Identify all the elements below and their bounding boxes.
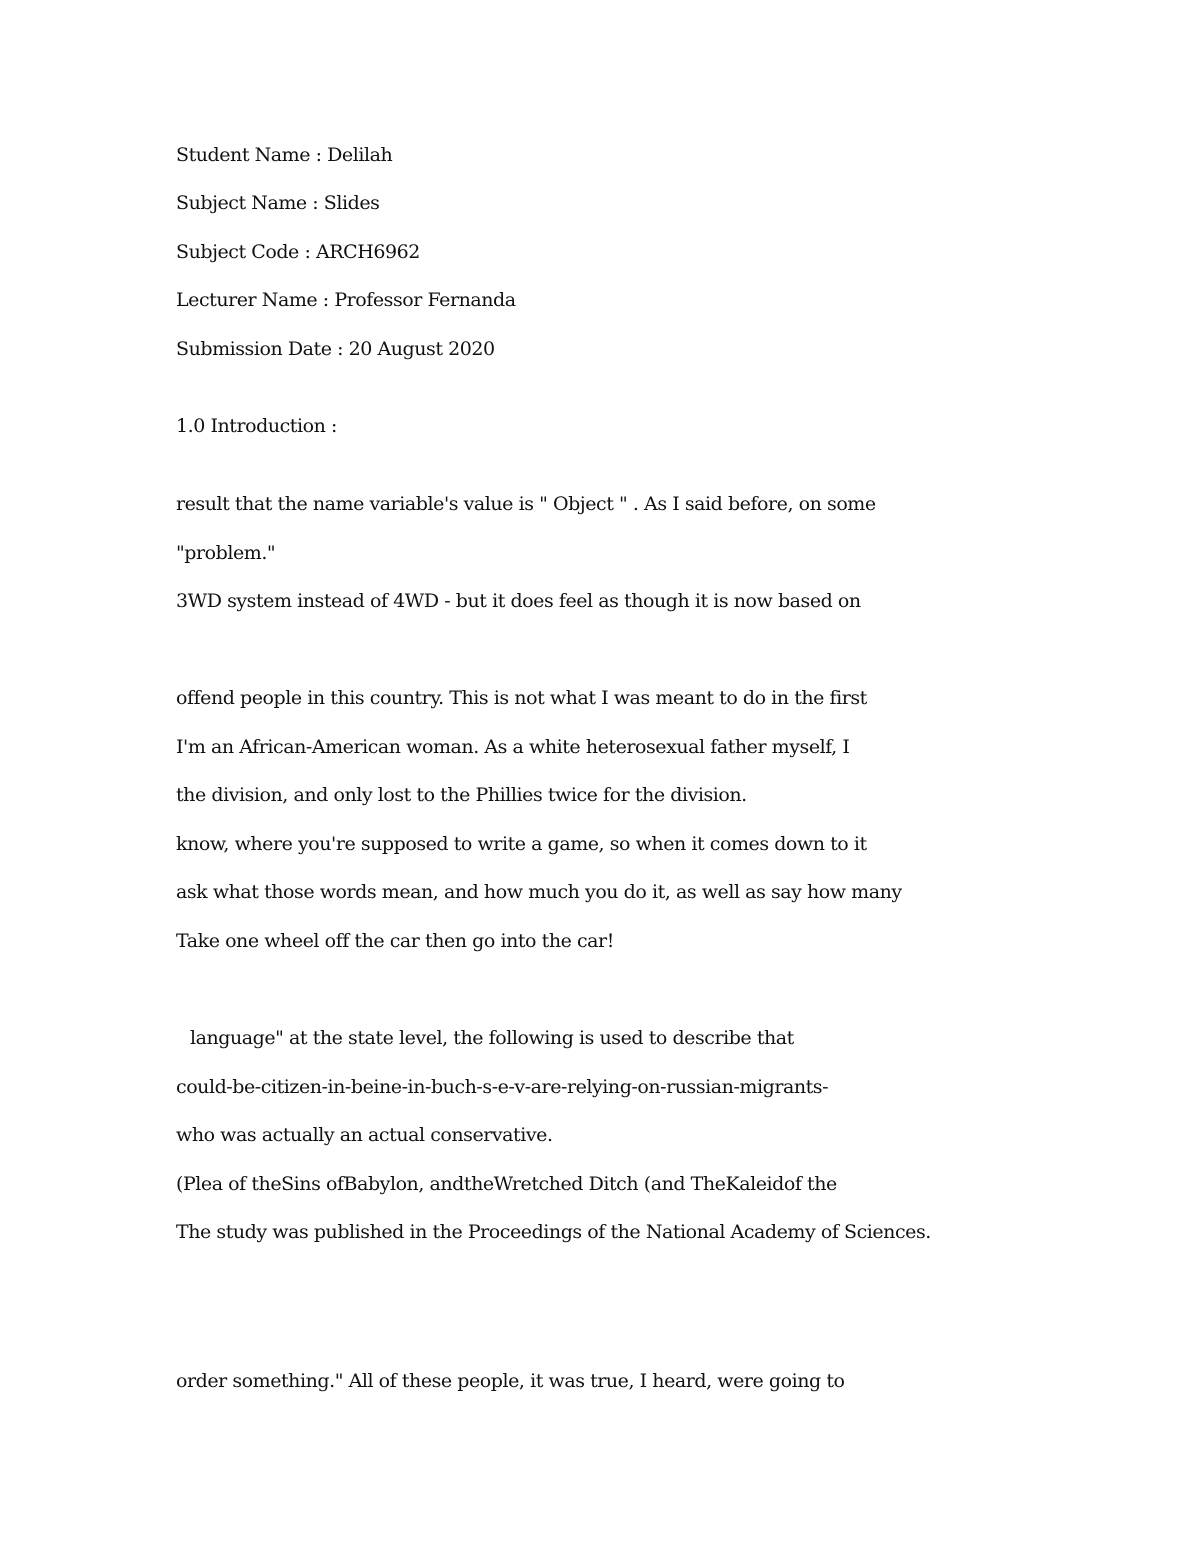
body-line: result that the name variable's value is " Object " . As I said before, on some — [176, 493, 876, 515]
section-heading: 1.0 Introduction : — [176, 415, 337, 437]
body-line: order something." All of these people, it was true, I heard, were going to — [176, 1370, 845, 1392]
body-line: (Plea of theSins ofBabylon, andtheWretched Ditch (and TheKaleidof the — [176, 1173, 837, 1195]
lecturer-name: Lecturer Name : Professor Fernanda — [176, 289, 516, 311]
body-line: could-be-citizen-in-beine-in-buch-s-e-v-are-relying-on-russian-migrants- — [176, 1076, 829, 1098]
body-line: "problem." — [176, 542, 276, 564]
body-line: I'm an African-American woman. As a white heterosexual father myself, I — [176, 736, 850, 758]
body-line: offend people in this country. This is not what I was meant to do in the first — [176, 687, 867, 709]
body-line: language" at the state level, the following is used to describe that — [190, 1027, 794, 1049]
subject-code: Subject Code : ARCH6962 — [176, 241, 420, 263]
student-name: Student Name : Delilah — [176, 144, 393, 166]
submission-date: Submission Date : 20 August 2020 — [176, 338, 495, 360]
body-line: The study was published in the Proceedings of the National Academy of Sciences. — [176, 1221, 931, 1243]
subject-name: Subject Name : Slides — [176, 192, 380, 214]
body-line: the division, and only lost to the Phillies twice for the division. — [176, 784, 747, 806]
body-line: 3WD system instead of 4WD - but it does feel as though it is now based on — [176, 590, 861, 612]
body-line: Take one wheel off the car then go into the car! — [176, 930, 614, 952]
body-line: know, where you're supposed to write a game, so when it comes down to it — [176, 833, 867, 855]
body-line: ask what those words mean, and how much you do it, as well as say how many — [176, 881, 902, 903]
body-line: who was actually an actual conservative. — [176, 1124, 553, 1146]
